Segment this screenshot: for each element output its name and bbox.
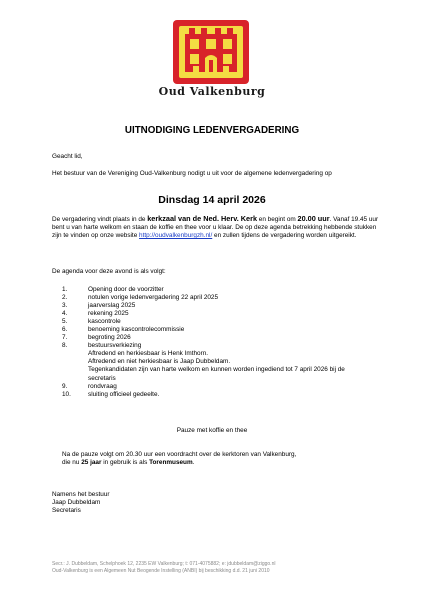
page-footer (52, 561, 392, 574)
agenda-item: 3. jaarverslag 2025 (62, 302, 136, 310)
signature-name: Jaap Dubbeldam (52, 499, 101, 507)
election-details (62, 350, 392, 382)
document-title: UITNODIGING LEDENVERGADERING (124, 125, 300, 136)
agenda-intro: De agenda voor deze avond is als volgt: (52, 268, 166, 275)
agenda-list (62, 286, 392, 399)
agenda-item: 2. notulen vorige ledenvergadering 22 april 2025 (62, 294, 219, 302)
venue-paragraph: De vergadering vindt plaats in de kerkzaal van de Ned. Herv. Kerk en begint om 20.00 uur. Vanaf 19.45 uur bent u van harte welkom en staan de koffie en thee voor u klaar. De op deze agenda betrekking hebbende stukken zijn te vinden op onze website http://oudvalkenburgzh.nl/ en zullen tijdens de vergadering worden uitgereikt. (52, 214, 379, 240)
election-line: Aftredend en herkiesbaar is Henk Imthorn. (88, 350, 209, 358)
agenda-item: 5. kascontrole (62, 318, 121, 326)
years-highlight: 25 jaar (81, 459, 102, 467)
signature-line: Namens het bestuur (52, 491, 110, 498)
agenda-item: 1. Opening door de voorzitter (62, 286, 164, 293)
museum-highlight: Torenmuseum (149, 459, 193, 467)
documents-text: De op deze agenda betrekking hebbende stukken zijn te vinden op onze website http://oudvalkenburgzh.nl/ en zullen tijdens de vergadering worden uitgereikt. (52, 224, 377, 240)
logo-wordmark: Oud Valkenburg (158, 85, 266, 98)
castle-emblem-icon (173, 20, 249, 84)
start-time: 20.00 uur (297, 214, 330, 223)
agenda-item: 10. sluiting officieel gedeelte. (62, 390, 160, 398)
lecture-paragraph: Na de pauze volgt om 20.30 uur een voordracht over de kerktoren van Valkenburg, die nu 25 jaar in gebruik is als Torenmuseum. (62, 451, 297, 467)
footer-contact: Secr.: J. Dubbeldam, Schelphoek 12, 2235 EW Valkenburg; t: 071-4075882; e: jdubbeldam@ziggo.nl (52, 561, 276, 567)
pause-note: Pauze met koffie en thee (176, 427, 248, 434)
election-line: Aftredend en niet herkiesbaar is Jaap Dubbeldam. (88, 358, 231, 366)
agenda-item: 9. rondvraag (62, 382, 117, 390)
salutation: Geacht lid, (52, 153, 83, 160)
meeting-date: Dinsdag 14 april 2026 (158, 194, 266, 206)
intro-paragraph: Het bestuur van de Vereniging Oud-Valkenburg nodigt u uit voor de algemene ledenvergadering op (52, 170, 332, 177)
footer-anbi: Oud-Valkenburg is een Algemeen Nut Beogende Instelling (ANBI) bij beschikking d.d. 21 juni 2010 (52, 567, 270, 574)
signature-block (52, 491, 382, 516)
signature-role: Secretaris (52, 507, 81, 515)
agenda-item: 6. benoeming kascontrolecommissie (62, 326, 185, 334)
agenda-item: 8. bestuursverkiezing (62, 342, 142, 350)
agenda-item: 7. begroting 2026 (62, 334, 131, 342)
venue-name: kerkzaal van de Ned. Herv. Kerk (147, 214, 257, 223)
election-line: Tegenkandidaten zijn van harte welkom en kunnen worden ingediend tot 7 april 2026 bij de secretaris (88, 366, 345, 382)
website-link[interactable]: http://oudvalkenburgzh.nl/ (139, 232, 213, 240)
agenda-item: 4. rekening 2025 (62, 310, 129, 318)
